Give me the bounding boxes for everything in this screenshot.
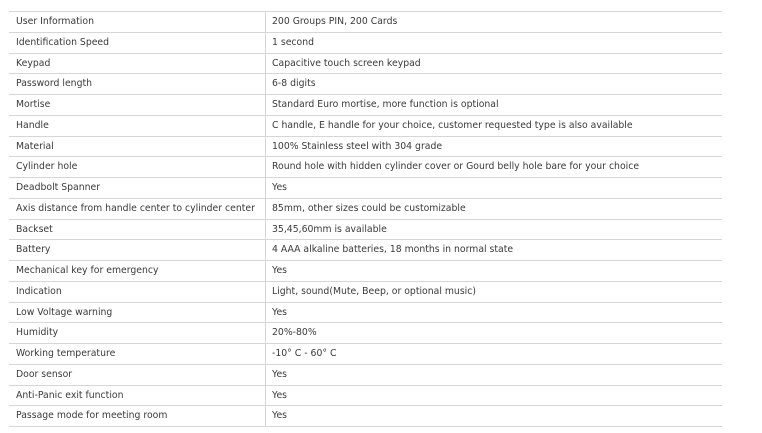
- spec-label: Backset: [9, 219, 266, 240]
- spec-label: Mechanical key for emergency: [9, 261, 266, 282]
- table-row: [9, 74, 722, 95]
- table-row: [9, 344, 722, 365]
- table-row: [9, 178, 722, 199]
- spec-value: 4 AAA alkaline batteries, 18 months in normal state: [266, 240, 723, 261]
- spec-label: Mortise: [9, 95, 266, 116]
- spec-label: Password length: [9, 74, 266, 95]
- table-row: [9, 406, 722, 427]
- table-row: [9, 323, 722, 344]
- spec-value: Yes: [266, 302, 723, 323]
- spec-value: -10° C - 60° C: [266, 344, 723, 365]
- spec-value: 20%-80%: [266, 323, 723, 344]
- spec-label: Working temperature: [9, 344, 266, 365]
- spec-label: Humidity: [9, 323, 266, 344]
- table-row: [9, 136, 722, 157]
- spec-table: [9, 11, 722, 427]
- spec-value: Yes: [266, 261, 723, 282]
- spec-label: Keypad: [9, 53, 266, 74]
- table-row: [9, 261, 722, 282]
- table-row: [9, 281, 722, 302]
- spec-label: Door sensor: [9, 364, 266, 385]
- spec-value: 1 second: [266, 32, 723, 53]
- table-row: [9, 95, 722, 116]
- spec-table-body: [9, 12, 722, 427]
- spec-label: Anti-Panic exit function: [9, 385, 266, 406]
- table-row: [9, 53, 722, 74]
- spec-label: Handle: [9, 115, 266, 136]
- table-row: [9, 198, 722, 219]
- spec-label: Deadbolt Spanner: [9, 178, 266, 199]
- spec-value: Yes: [266, 178, 723, 199]
- spec-label: Material: [9, 136, 266, 157]
- spec-label: Identification Speed: [9, 32, 266, 53]
- table-row: [9, 385, 722, 406]
- spec-value: 100% Stainless steel with 304 grade: [266, 136, 723, 157]
- spec-value: Yes: [266, 364, 723, 385]
- spec-value: Standard Euro mortise, more function is optional: [266, 95, 723, 116]
- table-row: [9, 240, 722, 261]
- spec-value: Yes: [266, 385, 723, 406]
- spec-value: 6-8 digits: [266, 74, 723, 95]
- spec-value: Capacitive touch screen keypad: [266, 53, 723, 74]
- spec-value: 85mm, other sizes could be customizable: [266, 198, 723, 219]
- spec-label: Low Voltage warning: [9, 302, 266, 323]
- table-row: [9, 157, 722, 178]
- table-row: [9, 12, 722, 33]
- spec-value: Round hole with hidden cylinder cover or Gourd belly hole bare for your choice: [266, 157, 723, 178]
- spec-value: 35,45,60mm is available: [266, 219, 723, 240]
- spec-label: Indication: [9, 281, 266, 302]
- spec-label: User Information: [9, 12, 266, 33]
- spec-label: Battery: [9, 240, 266, 261]
- spec-value: Yes: [266, 406, 723, 427]
- table-row: [9, 364, 722, 385]
- spec-value: C handle, E handle for your choice, customer requested type is also available: [266, 115, 723, 136]
- spec-value: 200 Groups PIN, 200 Cards: [266, 12, 723, 33]
- table-row: [9, 219, 722, 240]
- table-row: [9, 302, 722, 323]
- spec-value: Light, sound(Mute, Beep, or optional music): [266, 281, 723, 302]
- spec-label: Cylinder hole: [9, 157, 266, 178]
- spec-label: Passage mode for meeting room: [9, 406, 266, 427]
- spec-label: Axis distance from handle center to cylinder center: [9, 198, 266, 219]
- table-row: [9, 32, 722, 53]
- table-row: [9, 115, 722, 136]
